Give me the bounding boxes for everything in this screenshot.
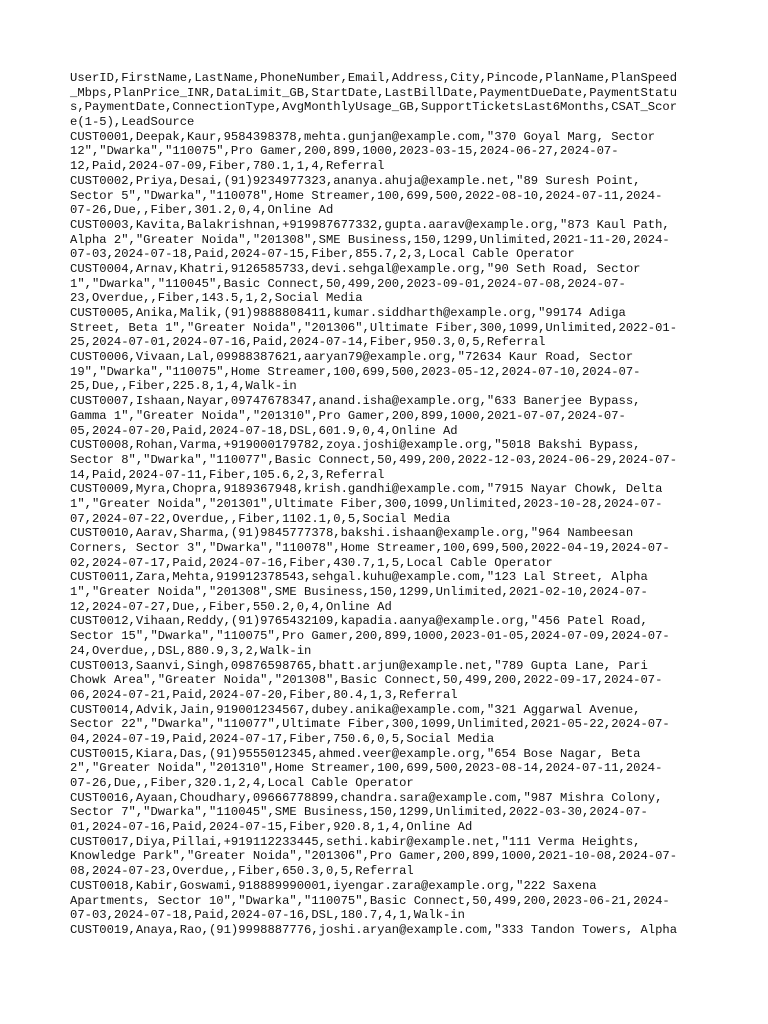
csv-line: UserID,FirstName,LastName,PhoneNumber,Email,Address,City,Pincode,PlanName,PlanSpeed — [70, 71, 678, 85]
csv-line: 14,Paid,2024-07-11,Fiber,105.6,2,3,Referral — [70, 467, 385, 482]
csv-line: CUST0002,Priya,Desai,(91)9234977323,ananya.ahuja@example.net,"89 Suresh Point, — [70, 173, 641, 188]
csv-line: CUST0013,Saanvi,Singh,09876598765,bhatt.arjun@example.net,"789 Gupta Lane, Pari — [70, 658, 648, 673]
csv-line: 08,2024-07-23,Overdue,,Fiber,650.3,0,5,Referral — [70, 864, 414, 879]
csv-line: 2","Greater Noida","201310",Home Streamer,100,699,500,2023-08-14,2024-07-11,2024- — [70, 761, 663, 776]
csv-line: CUST0001,Deepak,Kaur,9584398378,mehta.gunjan@example.com,"370 Goyal Marg, Sector — [70, 129, 656, 144]
csv-line: 02,2024-07-17,Paid,2024-07-16,Fiber,430.7,1,5,Local Cable Operator — [70, 555, 553, 570]
csv-line: 05,2024-07-20,Paid,2024-07-18,DSL,601.9,0,4,Online Ad — [70, 423, 458, 438]
csv-line: 12,2024-07-27,Due,,Fiber,550.2,0,4,Online Ad — [70, 599, 392, 614]
csv-line: CUST0017,Diya,Pillai,+919112233445,sethi.kabir@example.net,"111 Verma Heights, — [70, 834, 641, 849]
csv-line: 25,Due,,Fiber,225.8,1,4,Walk-in — [70, 379, 297, 394]
csv-line: 07,2024-07-22,Overdue,,Fiber,1102.1,0,5,Social Media — [70, 511, 451, 526]
csv-line: 1","Greater Noida","201301",Ultimate Fiber,300,1099,Unlimited,2023-10-28,2024-07- — [70, 496, 663, 511]
csv-line: _Mbps,PlanPrice_INR,DataLimit_GB,StartDate,LastBillDate,PaymentDueDate,PaymentStatu — [70, 85, 678, 100]
csv-line: CUST0015,Kiara,Das,(91)9555012345,ahmed.veer@example.org,"654 Bose Nagar, Beta — [70, 746, 641, 761]
csv-line: 07-26,Due,,Fiber,320.1,2,4,Local Cable Operator — [70, 776, 414, 790]
csv-line: Corners, Sector 3","Dwarka","110078",Home Streamer,100,699,500,2022-04-19,2024-07- — [70, 541, 670, 555]
csv-line: s,PaymentDate,ConnectionType,AvgMonthlyUsage_GB,SupportTicketsLast6Months,CSAT_Scor — [70, 100, 678, 115]
csv-line: 07-03,2024-07-18,Paid,2024-07-16,DSL,180.7,4,1,Walk-in — [70, 908, 465, 923]
csv-line: Gamma 1","Greater Noida","201310",Pro Gamer,200,899,1000,2021-07-07,2024-07- — [70, 408, 626, 423]
csv-line: CUST0006,Vivaan,Lal,09988387621,aaryan79@example.org,"72634 Kaur Road, Sector — [70, 350, 634, 365]
csv-line: 1","Dwarka","110045",Basic Connect,50,499,200,2023-09-01,2024-07-08,2024-07- — [70, 276, 626, 291]
csv-line: CUST0003,Kavita,Balakrishnan,+919987677332,gupta.aarav@example.org,"873 Kaul Path, — [70, 217, 670, 232]
csv-line: CUST0005,Anika,Malik,(91)9888808411,kumar.siddharth@example.org,"99174 Adiga — [70, 306, 626, 320]
csv-line: 07-26,Due,,Fiber,301.2,0,4,Online Ad — [70, 203, 334, 218]
csv-line: Alpha 2","Greater Noida","201308",SME Business,150,1299,Unlimited,2021-11-20,2024- — [70, 232, 670, 247]
csv-line: Sector 7","Dwarka","110045",SME Business,150,1299,Unlimited,2022-03-30,2024-07- — [70, 805, 648, 820]
csv-line: CUST0019,Anaya,Rao,(91)9998887776,joshi.aryan@example.com,"333 Tandon Towers, Alpha — [70, 922, 678, 937]
csv-line: 25,2024-07-01,2024-07-16,Paid,2024-07-14,Fiber,950.3,0,5,Referral — [70, 335, 546, 350]
csv-line: Sector 5","Dwarka","110078",Home Streamer,100,699,500,2022-08-10,2024-07-11,2024- — [70, 188, 663, 203]
csv-line: Chowk Area","Greater Noida","201308",Basic Connect,50,499,200,2022-09-17,2024-07- — [70, 673, 663, 688]
csv-line: 04,2024-07-19,Paid,2024-07-17,Fiber,750.6,0,5,Social Media — [70, 731, 495, 746]
csv-line: Apartments, Sector 10","Dwarka","110075",Basic Connect,50,499,200,2023-06-21,2024- — [70, 893, 670, 908]
csv-line: CUST0008,Rohan,Varma,+919000179782,zoya.joshi@example.org,"5018 Bakshi Bypass, — [70, 438, 641, 453]
csv-line: CUST0004,Arnav,Khatri,9126585733,devi.sehgal@example.org,"90 Seth Road, Sector — [70, 261, 641, 276]
csv-line: Knowledge Park","Greater Noida","201306",Pro Gamer,200,899,1000,2021-10-08,2024-07- — [70, 849, 678, 864]
csv-line: Street, Beta 1","Greater Noida","201306",Ultimate Fiber,300,1099,Unlimited,2022-01- — [70, 320, 678, 335]
csv-line: Sector 22","Dwarka","110077",Ultimate Fiber,300,1099,Unlimited,2021-05-22,2024-07- — [70, 717, 670, 732]
csv-line: e(1-5),LeadSource — [70, 115, 195, 130]
csv-line: CUST0011,Zara,Mehta,919912378543,sehgal.kuhu@example.com,"123 Lal Street, Alpha — [70, 570, 648, 585]
csv-line: CUST0010,Aarav,Sharma,(91)9845777378,bakshi.ishaan@example.org,"964 Nambeesan — [70, 526, 634, 541]
csv-line: CUST0016,Ayaan,Choudhary,09666778899,chandra.sara@example.com,"987 Mishra Colony, — [70, 790, 663, 805]
csv-line: 12,Paid,2024-07-09,Fiber,780.1,1,4,Referral — [70, 159, 385, 174]
csv-line: CUST0014,Advik,Jain,919001234567,dubey.anika@example.com,"321 Aggarwal Avenue, — [70, 702, 641, 717]
csv-line: Sector 8","Dwarka","110077",Basic Connect,50,499,200,2022-12-03,2024-06-29,2024-07- — [70, 452, 678, 467]
csv-line: CUST0009,Myra,Chopra,9189367948,krish.gandhi@example.com,"7915 Nayar Chowk, Delta — [70, 482, 663, 497]
csv-line: 23,Overdue,,Fiber,143.5,1,2,Social Media — [70, 291, 363, 306]
csv-line: 06,2024-07-21,Paid,2024-07-20,Fiber,80.4,1,3,Referral — [70, 687, 458, 702]
csv-line: CUST0018,Kabir,Goswami,918889990001,iyengar.zara@example.org,"222 Saxena — [70, 878, 597, 893]
csv-line: 19","Dwarka","110075",Home Streamer,100,699,500,2023-05-12,2024-07-10,2024-07- — [70, 364, 641, 379]
csv-line: 12","Dwarka","110075",Pro Gamer,200,899,1000,2023-03-15,2024-06-27,2024-07- — [70, 144, 619, 159]
csv-line: CUST0012,Vihaan,Reddy,(91)9765432109,kapadia.aanya@example.org,"456 Patel Road, — [70, 614, 648, 629]
csv-line: Sector 15","Dwarka","110075",Pro Gamer,200,899,1000,2023-01-05,2024-07-09,2024-07- — [70, 629, 670, 644]
csv-line: 1","Greater Noida","201308",SME Business,150,1299,Unlimited,2021-02-10,2024-07- — [70, 585, 648, 600]
csv-line: 24,Overdue,,DSL,880.9,3,2,Walk-in — [70, 643, 312, 658]
csv-line: CUST0007,Ishaan,Nayar,09747678347,anand.isha@example.org,"633 Banerjee Bypass, — [70, 394, 641, 409]
csv-text-block — [70, 71, 700, 938]
csv-line: 07-03,2024-07-18,Paid,2024-07-15,Fiber,855.7,2,3,Local Cable Operator — [70, 247, 575, 262]
csv-line: 01,2024-07-16,Paid,2024-07-15,Fiber,920.8,1,4,Online Ad — [70, 820, 473, 835]
